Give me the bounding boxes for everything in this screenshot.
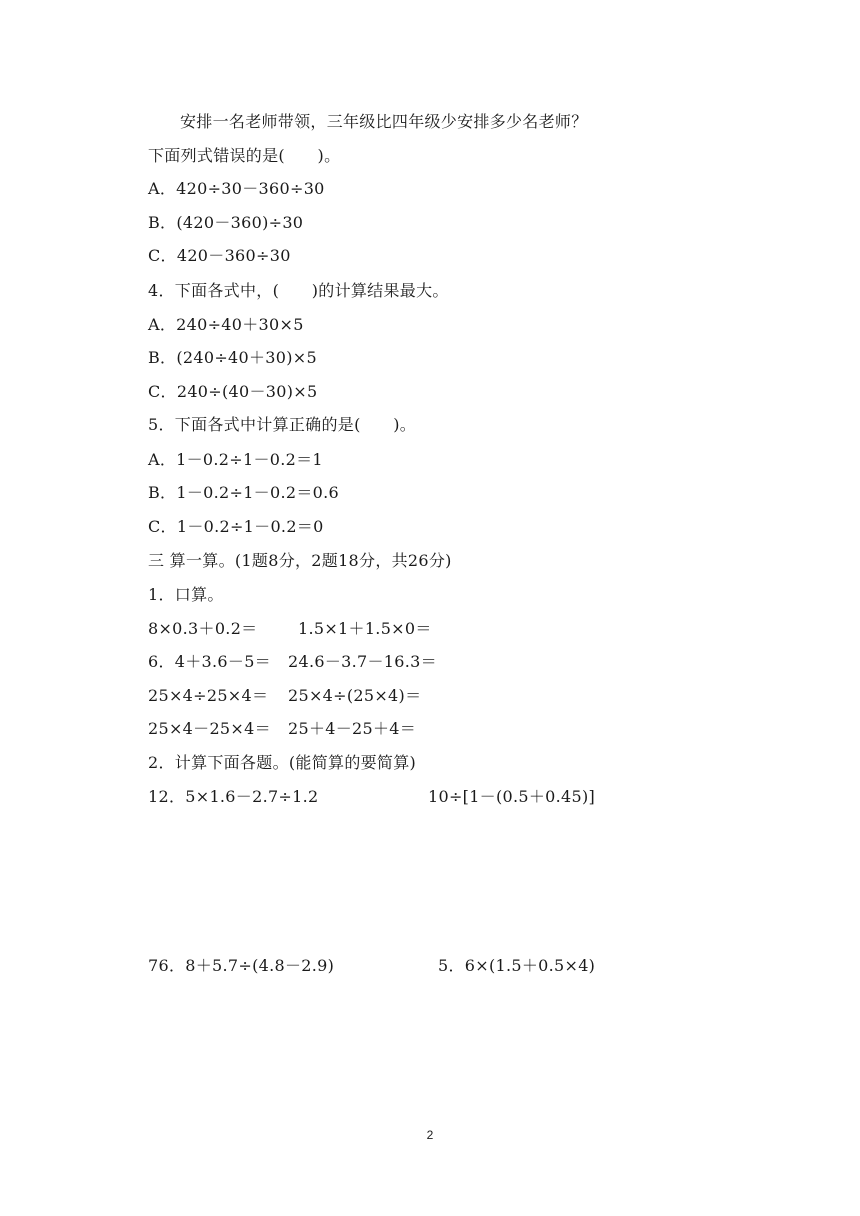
oral-calc-1a: 8×0.3＋0.2＝ (148, 619, 258, 638)
q4-option-b: B．(240÷40＋30)×5 (148, 348, 317, 367)
q4-prompt: 4．下面各式中，( )的计算结果最大。 (148, 281, 449, 300)
q3-stem: 安排一名老师带领，三年级比四年级少安排多少名老师？ (180, 112, 588, 131)
oral-calc-3a: 25×4÷25×4＝ (148, 686, 269, 705)
oral-calc-1b: 1.5×1＋1.5×0＝ (298, 619, 432, 638)
section3-heading: 三 算一算。(1题8分，2题18分，共26分) (148, 551, 452, 570)
part2-title: 2．计算下面各题。(能简算的要简算) (148, 753, 417, 772)
q5-option-c: C．1－0.2÷1－0.2＝0 (148, 517, 324, 536)
q5-option-b: B．1－0.2÷1－0.2＝0.6 (148, 483, 339, 502)
problem-4: 5．6×(1.5＋0.5×4) (438, 956, 596, 975)
q5-option-a: A．1－0.2÷1－0.2＝1 (148, 450, 323, 469)
q3-option-a: A．420÷30－360÷30 (148, 179, 325, 198)
q3-option-b: B．(420－360)÷30 (148, 213, 304, 232)
problem-3: 76．8＋5.7÷(4.8－2.9) (148, 956, 335, 975)
oral-calc-3b: 25×4÷(25×4)＝ (288, 686, 422, 705)
q4-option-c: C．240÷(40－30)×5 (148, 382, 318, 401)
q4-option-a: A．240÷40＋30×5 (148, 315, 304, 334)
oral-calc-2a: 6．4＋3.6－5＝ (148, 652, 271, 671)
q3-prompt: 下面列式错误的是( )。 (148, 146, 341, 165)
oral-calc-4a: 25×4－25×4＝ (148, 719, 271, 738)
q3-option-c: C．420－360÷30 (148, 246, 291, 265)
page-number: 2 (426, 1128, 434, 1142)
problem-2: 10÷[1－(0.5＋0.45)] (428, 787, 596, 806)
part1-title: 1．口算。 (148, 585, 224, 604)
problem-1: 12．5×1.6－2.7÷1.2 (148, 787, 319, 806)
oral-calc-2b: 24.6－3.7－16.3＝ (288, 652, 437, 671)
q5-prompt: 5．下面各式中计算正确的是( )。 (148, 415, 417, 434)
oral-calc-4b: 25＋4－25＋4＝ (288, 719, 417, 738)
